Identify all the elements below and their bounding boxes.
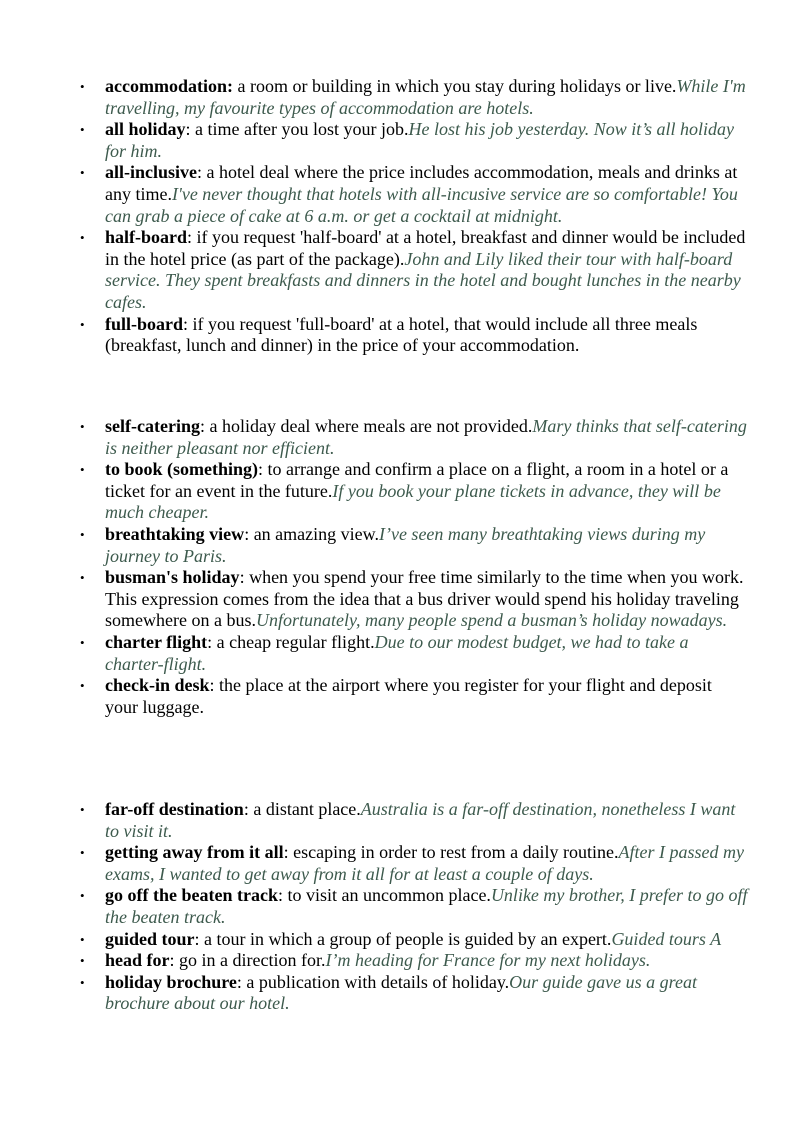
entry-example: He lost his job yesterday. Now it’s all holiday for him. (105, 119, 734, 161)
entry-term: half-board (105, 227, 188, 248)
entry-definition: : a holiday deal where meals are not provided. (199, 416, 533, 436)
entry-example: Mary thinks that self-catering is neither pleasant nor efficient. (105, 416, 747, 458)
entry-definition: : go in a direction for. (169, 950, 326, 971)
entry-definition: : a hotel deal where the price includes accommodation, meals and drinks at any time. (105, 162, 738, 204)
entry-example: John and Lily liked their tour with half-board service. They spent breakfasts and dinners in the hotel and bought lunches in the nearby cafes. (105, 248, 741, 312)
bullet-icon: • (80, 526, 85, 542)
entry-definition: : a publication with details of holiday. (236, 971, 510, 992)
bullet-icon: • (80, 678, 85, 694)
vocabulary-entry (0, 227, 800, 313)
vocabulary-entry (0, 119, 800, 162)
entry-definition: : an amazing view. (244, 523, 379, 544)
bullet-icon: • (80, 888, 85, 904)
bullet-icon: • (80, 634, 85, 650)
entry-example: While I'm travelling, my favourite types of accommodation are hotels. (105, 76, 746, 118)
vocabulary-entry (0, 162, 800, 227)
bullet-icon: • (80, 419, 85, 434)
entry-definition: : a cheap regular flight. (207, 631, 375, 652)
vocabulary-entry (0, 972, 800, 1015)
bullet-icon: • (80, 845, 85, 861)
bullet-icon: • (80, 931, 85, 947)
entry-term: charter flight (105, 631, 208, 652)
vocabulary-entry (0, 76, 800, 119)
bullet-icon: • (80, 974, 85, 990)
entry-definition: : to visit an uncommon place. (277, 885, 491, 906)
entry-example: After I passed my exams, I wanted to get away from it all for at least a couple of days. (105, 842, 745, 884)
entry-example: Australia is a far-off destination, nonetheless I want to visit it. (105, 799, 736, 841)
entry-definition: : if you request 'full-board' at a hotel, that would include all three meals (breakfast, lunch and dinner) in the price of your accommodation. (105, 313, 698, 356)
vocabulary-entry (0, 950, 800, 972)
entry-example: Due to our modest budget, we had to take a charter-flight. (105, 631, 689, 674)
entry-definition: : if you request 'half-board' at a hotel, breakfast and dinner would be included in the hotel price (as part of the package). (105, 227, 746, 269)
bullet-icon: • (80, 953, 85, 969)
vocabulary-entry (0, 632, 800, 675)
vocabulary-entry (0, 675, 800, 718)
entry-example: I’ve seen many breathtaking views during my journey to Paris. (105, 523, 706, 566)
entry-term: accommodation: (105, 76, 233, 96)
entry-term: far-off destination (105, 799, 244, 819)
entry-definition: a room or building in which you stay during holidays or live. (232, 76, 677, 96)
entry-term: check-in desk (105, 675, 210, 696)
bullet-icon: • (80, 165, 85, 181)
entry-term: go off the beaten track (105, 885, 278, 906)
entry-definition: : a time after you lost your job. (185, 119, 409, 140)
entry-definition: : a distant place. (243, 799, 361, 819)
bullet-icon: • (80, 802, 85, 817)
entry-term: busman's holiday (105, 567, 240, 588)
entry-example: Unlike my brother, I prefer to go off the beaten track. (105, 885, 748, 927)
entry-term: holiday brochure (105, 971, 237, 992)
vocabulary-entry (0, 885, 800, 928)
vocabulary-list-2 (0, 416, 800, 718)
bullet-icon: • (80, 79, 85, 94)
vocabulary-entry (0, 524, 800, 567)
entry-definition: : the place at the airport where you register for your flight and deposit your luggage. (105, 675, 712, 717)
bullet-icon: • (80, 230, 85, 246)
entry-definition: : to arrange and confirm a place on a flight, a room in a hotel or a ticket for an event in the future. (105, 459, 729, 501)
entry-example: I’m heading for France for my next holidays. (325, 950, 651, 971)
vocabulary-entry (0, 314, 800, 357)
entry-example: I've never thought that hotels with all-incusive service are so comfortable! You can grab a piece of cake at 6 a.m. or get a cocktail at midnight. (105, 183, 738, 226)
vocabulary-entry (0, 929, 800, 951)
vocabulary-entry (0, 459, 800, 524)
entry-term: head for (105, 950, 170, 971)
vocabulary-entry (0, 842, 800, 885)
bullet-icon: • (80, 570, 85, 586)
vocabulary-list-3 (0, 799, 800, 1015)
bullet-icon: • (80, 122, 85, 138)
bullet-icon: • (80, 316, 85, 332)
entry-term: to book (something) (105, 459, 259, 480)
entry-term: guided tour (105, 928, 195, 949)
entry-example: Guided tours A (611, 928, 722, 949)
entry-example: If you book your plane tickets in advance, they will be much cheaper. (105, 480, 721, 523)
entry-definition: : a tour in which a group of people is guided by an expert. (194, 928, 612, 949)
entry-term: full-board (105, 313, 184, 334)
entry-term: all-inclusive (105, 162, 198, 183)
vocabulary-entry (0, 567, 800, 632)
entry-example: Unfortunately, many people spend a busman’s holiday nowadays. (255, 610, 728, 631)
bullet-icon: • (80, 462, 85, 478)
vocabulary-list-1 (0, 76, 800, 357)
vocabulary-entry (0, 799, 800, 842)
entry-term: self-catering (105, 416, 200, 436)
entry-example: Our guide gave us a great brochure about our hotel. (105, 971, 697, 1014)
entry-term: all holiday (105, 119, 186, 140)
vocabulary-entry (0, 416, 800, 459)
entry-definition: : when you spend your free time similarly to the time when you work. This expression comes from the idea that a bus driver would spend his holiday traveling somewhere on a bus. (105, 567, 744, 631)
entry-definition: : escaping in order to rest from a daily routine. (283, 842, 619, 863)
entry-term: getting away from it all (105, 842, 284, 863)
entry-term: breathtaking view (105, 523, 245, 544)
